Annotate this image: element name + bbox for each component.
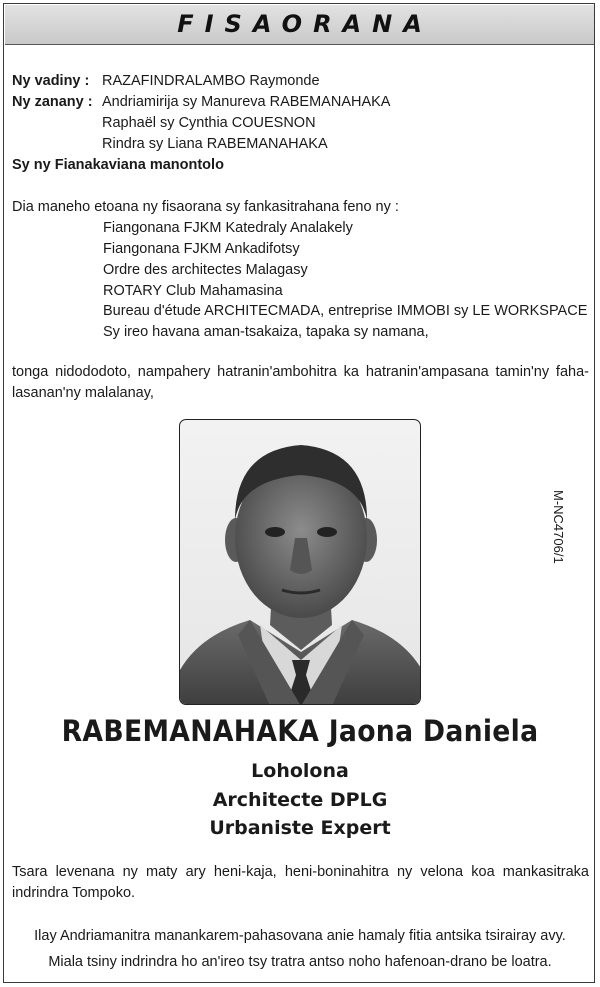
recipient-4: ROTARY Club Mahamasina xyxy=(103,283,283,299)
closing-line-2: Miala tsiny indrindra ho an'ireo tsy tratra antso noho hafenoan-drano be loatra. xyxy=(48,954,552,970)
portrait-illustration xyxy=(180,420,421,705)
child-1: Andriamirija sy Manureva RABEMANAHAKA xyxy=(102,94,391,110)
recipient-5: Bureau d'étude ARCHITECMADA, entreprise IMMOBI sy LE WORKSPACE xyxy=(103,303,588,319)
deceased-name: RABEMANAHAKA Jaona Daniela xyxy=(61,714,539,748)
recipient-6: Sy ireo havana aman-tsakaiza, tapaka sy namana, xyxy=(103,324,429,340)
thanks-intro: Dia maneho etoana ny fisaorana sy fankasitrahana feno ny : xyxy=(12,199,399,215)
deceased-title-3: Urbaniste Expert xyxy=(209,817,391,839)
children-row xyxy=(12,93,390,111)
recipient-1: Fiangonana FJKM Katedraly Analakely xyxy=(103,220,353,236)
child-2: Raphaël sy Cynthia COUESNON xyxy=(102,115,316,131)
header-title: FISAORANA xyxy=(177,10,433,38)
children-label: Ny zanany : xyxy=(12,94,93,110)
spouse-name: RAZAFINDRALAMBO Raymonde xyxy=(102,73,320,89)
recipient-2: Fiangonana FJKM Ankadifotsy xyxy=(103,241,300,257)
spouse-row xyxy=(12,72,320,90)
spouse-label: Ny vadiny : xyxy=(12,73,90,89)
closing-paragraph: Tsara levenana ny maty ary heni-kaja, heni-boninahitra ny velona koa mankasitraka indrindra Tompoko. xyxy=(12,864,589,901)
deceased-title-2: Architecte DPLG xyxy=(212,789,388,811)
header-banner xyxy=(5,5,594,45)
extended-family: Sy ny Fianakaviana manontolo xyxy=(12,157,224,173)
reference-code: M-NC4706/1 xyxy=(551,490,566,564)
deceased-title-1: Loholona xyxy=(251,760,349,782)
closing-line-1: Ilay Andriamanitra manankarem-pahasovana anie hamaly fitia antsika tsirairay avy. xyxy=(34,928,566,944)
recipient-3: Ordre des architectes Malagasy xyxy=(103,262,308,278)
thanks-paragraph: tonga nidododoto, nampahery hatranin'ambohitra ka hatranin'ampasana tamin'ny faha-lasanan'ny malalanay, xyxy=(12,364,589,401)
portrait-photo xyxy=(179,419,421,705)
child-3: Rindra sy Liana RABEMANAHAKA xyxy=(102,136,328,152)
